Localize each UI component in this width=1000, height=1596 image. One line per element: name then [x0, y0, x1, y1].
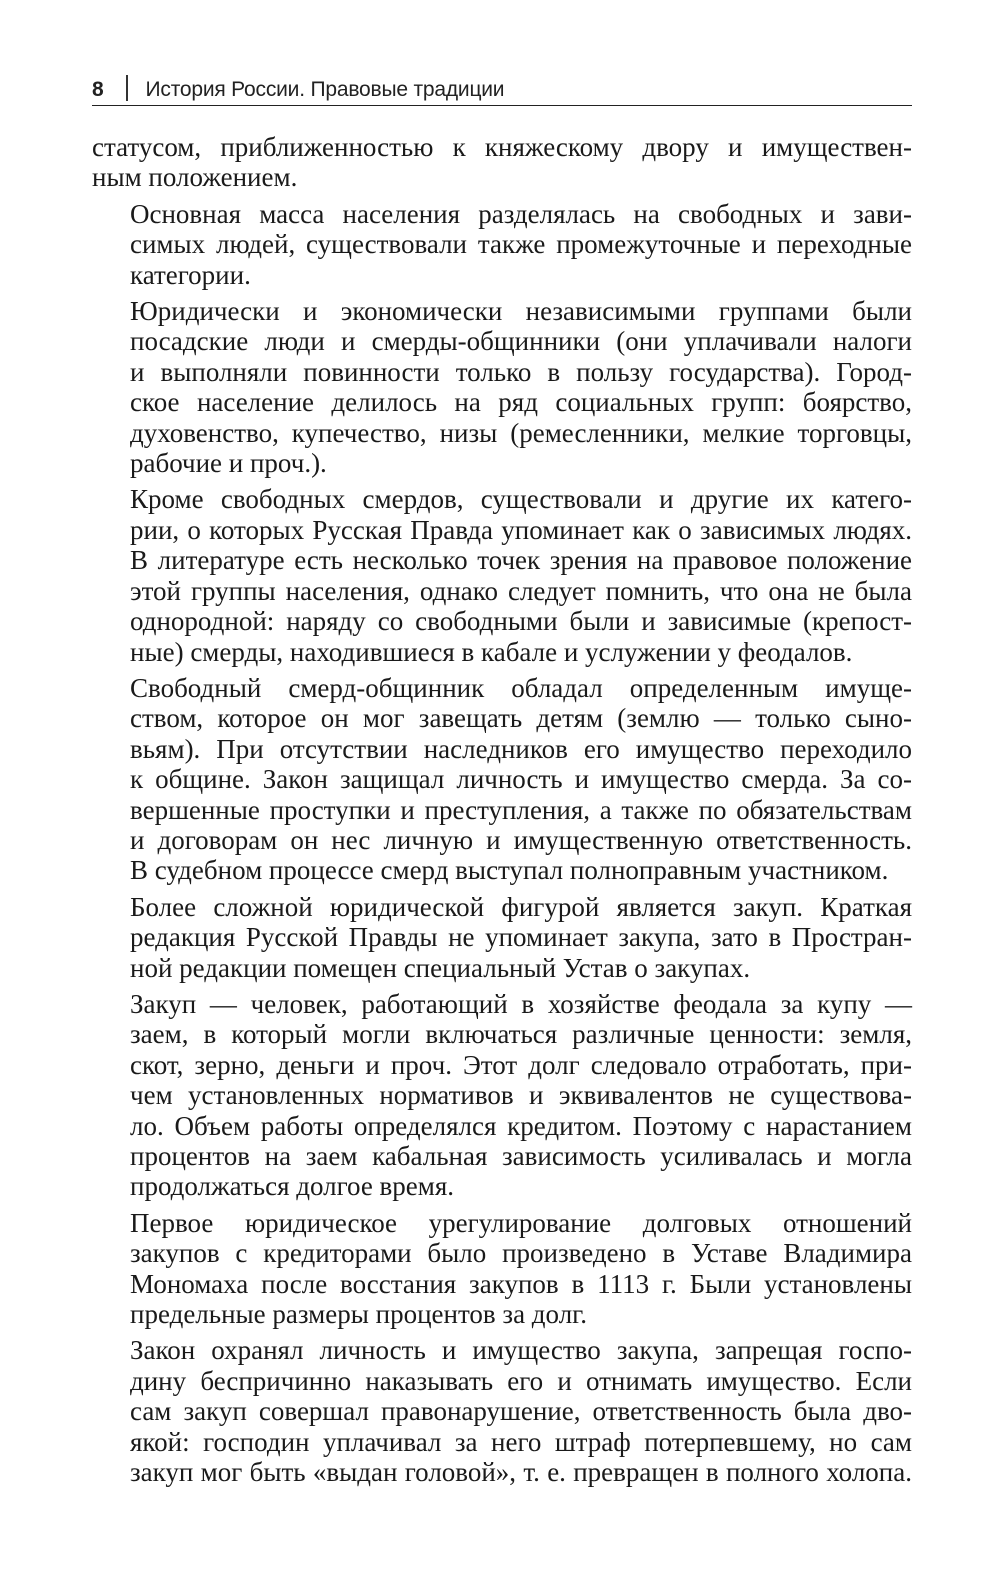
text-line: якой: господин уплачивал за него штраф потерпевшему, но сам [130, 1426, 912, 1457]
text-line: симых людей, существовали также промежуточные и переходные [130, 229, 912, 260]
text-line: к общине. Закон защищал личность и имущество смерда. За со- [130, 764, 912, 795]
text-line: Закон охранял личность и имущество закупа, запрещая госпо- [130, 1335, 912, 1366]
text-line: скот, зерно, деньги и проч. Этот долг следовало отработать, при- [130, 1049, 912, 1080]
text-line: В литературе есть несколько точек зрения на правовое положение [130, 545, 912, 576]
page-number: 8 [92, 78, 104, 101]
text-line: вьям). При отсутствии наследников его имущество переходило [130, 733, 912, 764]
text-line: чем установленных нормативов и эквивалентов не существова- [130, 1080, 912, 1111]
text-line: Юридически и экономически независимыми группами были [130, 296, 912, 327]
running-title: История России. Правовые традиции [145, 78, 505, 101]
paragraph [92, 199, 912, 290]
text-line: закупов с кредиторами было произведено в Уставе Владимира [130, 1238, 912, 1269]
text-line: и выполняли повинности только в пользу государства). Город- [130, 356, 912, 387]
text-line: продолжаться долгое время. [130, 1171, 455, 1202]
text-line: вершенные проступки и преступления, а также по обязательствам [130, 794, 912, 825]
running-header [92, 66, 912, 106]
header-separator [126, 75, 128, 101]
text-line: этой группы населения, однако следует помнить, что она не была [130, 575, 912, 606]
text-line: категории. [130, 259, 251, 290]
paragraph [92, 989, 912, 1202]
text-line: ством, которое он мог завещать детям (землю — только сыно- [130, 703, 912, 734]
text-line: процентов на заем кабальная зависимость усиливалась и могла [130, 1141, 912, 1171]
text-line: ское население делилось на ряд социальных групп: боярство, [130, 387, 912, 418]
text-line: рии, о которых Русская Правда упоминает как о зависимых людях. [130, 514, 912, 545]
paragraph [92, 892, 912, 983]
text-line: Свободный смерд-общинник обладал определенным имуще- [130, 672, 912, 703]
text-line: Первое юридическое урегулирование долговых отношений [130, 1207, 912, 1238]
text-line: ным положением. [92, 162, 298, 193]
text-line: редакция Русской Правды не упоминает закупа, зато в Простран- [130, 922, 912, 953]
text-line: Кроме свободных смердов, существовали и другие их катего- [130, 484, 912, 515]
text-line: духовенство, купечество, низы (ремесленники, мелкие торговцы, [130, 417, 912, 448]
text-line: предельные размеры процентов за долг. [130, 1299, 587, 1330]
paragraph [92, 132, 912, 193]
text-line: статусом, приближенностью к княжескому двору и имуществен- [92, 132, 912, 162]
text-line: Основная масса населения разделялась на свободных и зави- [130, 198, 912, 229]
text-line: ные) смерды, находившиеся в кабале и услужении у феодалов. [130, 636, 853, 667]
text-line: и договорам он нес личную и имущественную ответственность. [130, 824, 912, 855]
paragraph [92, 296, 912, 478]
paragraph [92, 484, 912, 666]
text-line: заем, в который могли включаться различные ценности: земля, [130, 1019, 912, 1050]
text-line: закуп мог быть «выдан головой», т. е. превращен в полного холопа. [130, 1457, 912, 1488]
text-line: сам закуп совершал правонарушение, ответственность была дво- [130, 1396, 912, 1427]
paragraph [92, 673, 912, 886]
text-line: посадские люди и смерды-общинники (они уплачивали налоги [130, 326, 912, 357]
book-page [92, 66, 912, 1493]
text-line: Закуп — человек, работающий в хозяйстве феодала за купу — [130, 988, 912, 1019]
paragraph [92, 1335, 912, 1487]
text-line: дину беспричинно наказывать его и отнимать имущество. Если [130, 1365, 912, 1396]
text-line: однородной: наряду со свободными были и зависимые (крепост- [130, 606, 912, 637]
text-line: В судебном процессе смерд выступал полноправным участником. [130, 855, 889, 886]
text-line: рабочие и проч.). [130, 448, 327, 479]
text-line: ло. Объем работы определялся кредитом. Поэтому с нарастанием [130, 1110, 912, 1141]
text-line: ной редакции помещен специальный Устав о закупах. [130, 952, 751, 983]
body-text [92, 132, 912, 1487]
text-line: Более сложной юридической фигурой является закуп. Краткая [130, 891, 912, 922]
paragraph [92, 1208, 912, 1330]
text-line: Мономаха после восстания закупов в 1113 г. Были установлены [130, 1268, 912, 1299]
